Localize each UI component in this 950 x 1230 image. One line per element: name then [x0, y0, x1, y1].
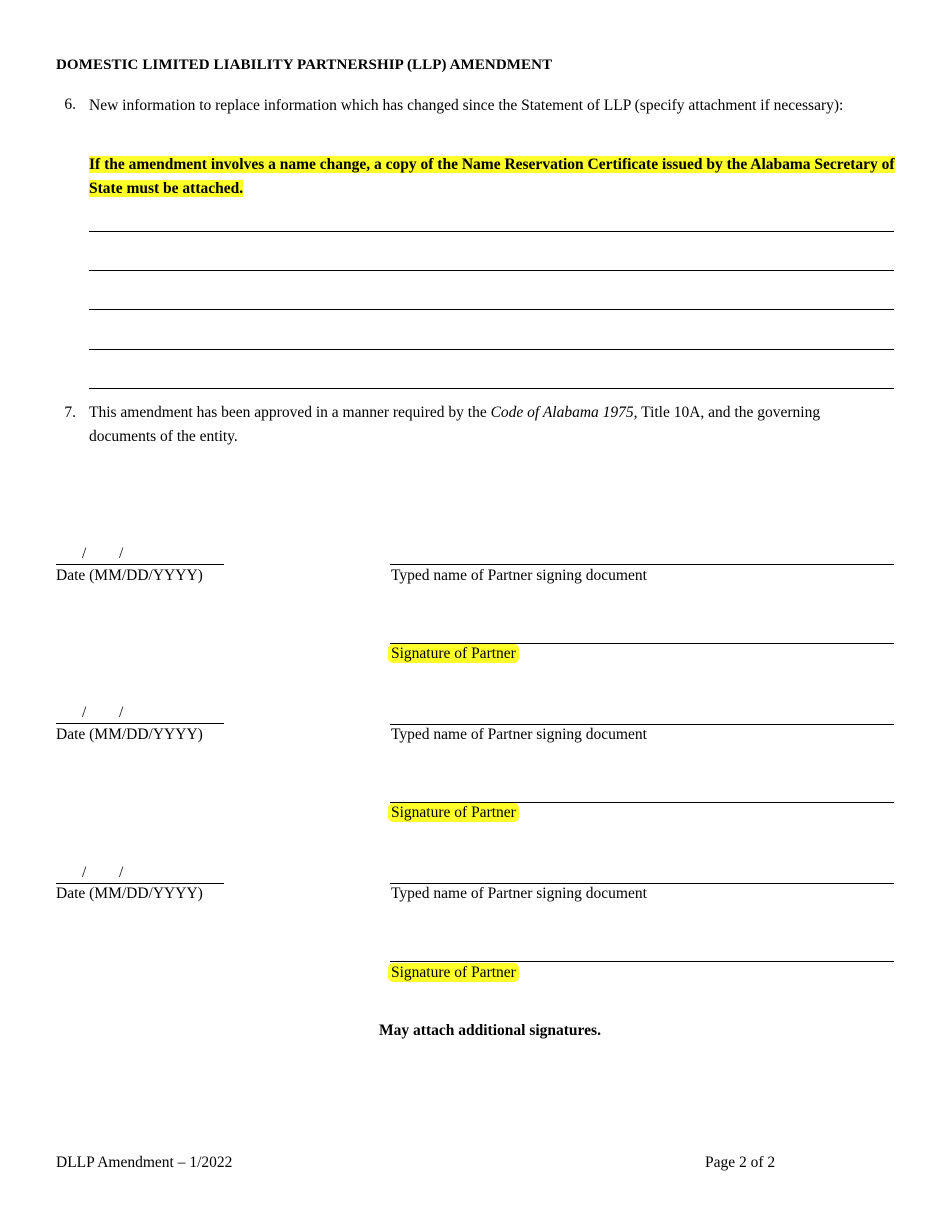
- date-slash: /: [119, 704, 124, 721]
- date-label-2: Date (MM/DD/YYYY): [56, 726, 203, 743]
- date-slash: /: [82, 704, 87, 721]
- signature-label-3: [388, 964, 519, 982]
- date-label-1: Date (MM/DD/YYYY): [56, 567, 203, 584]
- date-slash: /: [119, 545, 124, 562]
- date-slash: /: [82, 545, 87, 562]
- answer-line-5[interactable]: [89, 388, 894, 389]
- date-field-2[interactable]: [56, 705, 224, 724]
- signature-label-text: Signature of Partner: [388, 963, 519, 982]
- date-label-3: Date (MM/DD/YYYY): [56, 885, 203, 902]
- item-7-text-end: , Title 10A, and the governing documents of the entity.: [89, 404, 821, 445]
- signature-label-1: [388, 645, 519, 663]
- highlighted-notice-text: If the amendment involves a name change, a copy of the Name Reservation Certificate issued by the Alabama Secretary of State must be attached.: [89, 156, 895, 197]
- page-title: DOMESTIC LIMITED LIABILITY PARTNERSHIP (LLP) AMENDMENT: [56, 57, 553, 73]
- signature-label-2: [388, 804, 519, 822]
- attach-signatures-note: May attach additional signatures.: [379, 1022, 601, 1039]
- typed-name-line-2[interactable]: [390, 724, 894, 725]
- item-7-text: [89, 401, 889, 449]
- footer-form-id: DLLP Amendment – 1/2022: [56, 1154, 233, 1171]
- typed-name-label-1: Typed name of Partner signing document: [391, 567, 647, 584]
- item-6-number: 6.: [64, 96, 76, 113]
- code-title: Code of Alabama 1975: [490, 404, 634, 421]
- date-slash: /: [82, 864, 87, 881]
- typed-name-line-3[interactable]: [390, 883, 894, 884]
- answer-line-4[interactable]: [89, 349, 894, 350]
- name-change-notice: [89, 153, 895, 201]
- item-7-text-start: This amendment has been approved in a manner required by the: [89, 404, 491, 421]
- item-7-number: 7.: [64, 404, 76, 421]
- date-field-1[interactable]: [56, 546, 224, 565]
- footer-page-number: Page 2 of 2: [705, 1154, 776, 1171]
- item-6-text: New information to replace information which has changed since the Statement of LLP (specify attachment if necessary):: [89, 97, 844, 114]
- date-field-3[interactable]: [56, 865, 224, 884]
- signature-label-text: Signature of Partner: [388, 803, 519, 822]
- typed-name-label-3: Typed name of Partner signing document: [391, 885, 647, 902]
- typed-name-line-1[interactable]: [390, 564, 894, 565]
- date-slash: /: [119, 864, 124, 881]
- answer-line-1[interactable]: [89, 231, 894, 232]
- answer-line-3[interactable]: [89, 309, 894, 310]
- signature-label-text: Signature of Partner: [388, 644, 519, 663]
- signature-line-3[interactable]: [390, 961, 894, 962]
- typed-name-label-2: Typed name of Partner signing document: [391, 726, 647, 743]
- answer-line-2[interactable]: [89, 270, 894, 271]
